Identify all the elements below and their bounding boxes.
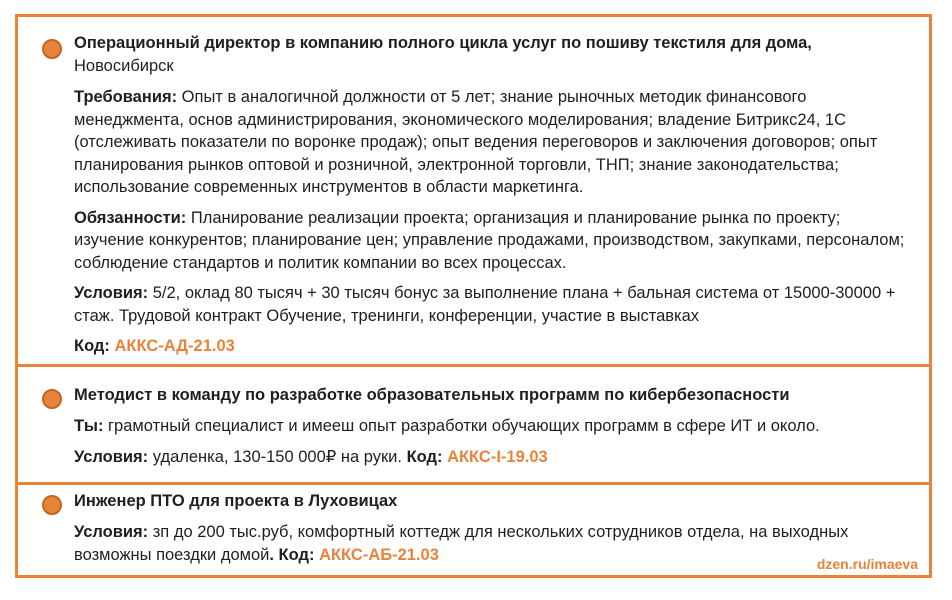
conditions-text: 5/2, оклад 80 тысяч + 30 тысяч бонус за выполнение плана + бальная система от 15000-30000 + стаж. Трудовой контракт Обучение, тренинги, конференции, участие в выставках xyxy=(74,284,896,325)
conditions-text: зп до 200 тыс.руб, комфортный коттедж для нескольких сотрудников отдела, на выходных возможны поездки домой xyxy=(74,523,849,564)
code-value: АККС-АБ-21.03 xyxy=(319,545,439,564)
vacancy-you xyxy=(74,415,915,438)
vacancy-list xyxy=(15,14,932,578)
vacancy-conditions xyxy=(74,521,915,566)
duties-text: Планирование реализации проекта; организация и планирование рынка по проекту; изучение конкурентов; планирование цен; управление продажами, производством, закупками, персоналом; соблюдение стандартов и политик компании во всех процессах. xyxy=(74,208,905,272)
orange-bullet-icon xyxy=(42,389,62,409)
vacancy-card xyxy=(18,482,929,578)
conditions-label: Условия: xyxy=(74,284,149,302)
requirements-text: Опыт в аналогичной должности от 5 лет; знание рыночных методик финансового менеджмента, основ администрирования, экономического моделирования; владение Битрикс24, 1С (отслеживать показатели по воронке продаж); опыт ведения переговоров и заключения договоров; опыт планирования рынков оптовой и розничной, электронной торговли, ТНП; знание законодательства; использование современных инструментов в области маркетинга. xyxy=(74,88,878,196)
you-label: Ты: xyxy=(74,417,104,435)
vacancy-content xyxy=(74,32,915,358)
vacancy-conditions xyxy=(74,282,915,327)
vacancy-requirements xyxy=(74,86,915,199)
code-value: АККС-I-19.03 xyxy=(447,447,548,466)
conditions-label: Условия: xyxy=(74,447,149,466)
vacancy-title: Методист в команду по разработке образовательных программ по кибербезопасности xyxy=(74,386,790,404)
conditions-text: удаленка, 130-150 000₽ на руки. xyxy=(148,447,407,466)
vacancy-code xyxy=(74,335,915,358)
vacancy-location: Новосибирск xyxy=(74,57,174,75)
vacancy-content xyxy=(74,384,915,468)
you-text: грамотный специалист и имееш опыт разработки обучающих программ в сфере ИТ и около. xyxy=(103,417,820,435)
requirements-label: Требования: xyxy=(74,88,178,106)
vacancy-card xyxy=(18,17,929,364)
vacancy-title: Операционный директор в компанию полного цикла услуг по пошиву текстиля для дома, xyxy=(74,34,812,52)
code-label: . Код: xyxy=(269,545,315,564)
watermark-link: dzen.ru/imaeva xyxy=(816,556,918,572)
vacancy-title: Инженер ПТО для проекта в Луховицах xyxy=(74,492,398,510)
duties-label: Обязанности: xyxy=(74,208,187,227)
vacancy-content xyxy=(74,490,915,566)
conditions-label: Условия: xyxy=(74,523,149,541)
orange-bullet-icon xyxy=(42,495,62,515)
vacancy-card xyxy=(18,364,929,482)
code-label: Код: xyxy=(406,447,443,466)
code-value: АККС-АД-21.03 xyxy=(114,337,235,355)
vacancy-conditions xyxy=(74,446,915,469)
orange-bullet-icon xyxy=(42,39,62,59)
code-label: Код: xyxy=(74,337,110,355)
vacancy-duties xyxy=(74,207,915,275)
